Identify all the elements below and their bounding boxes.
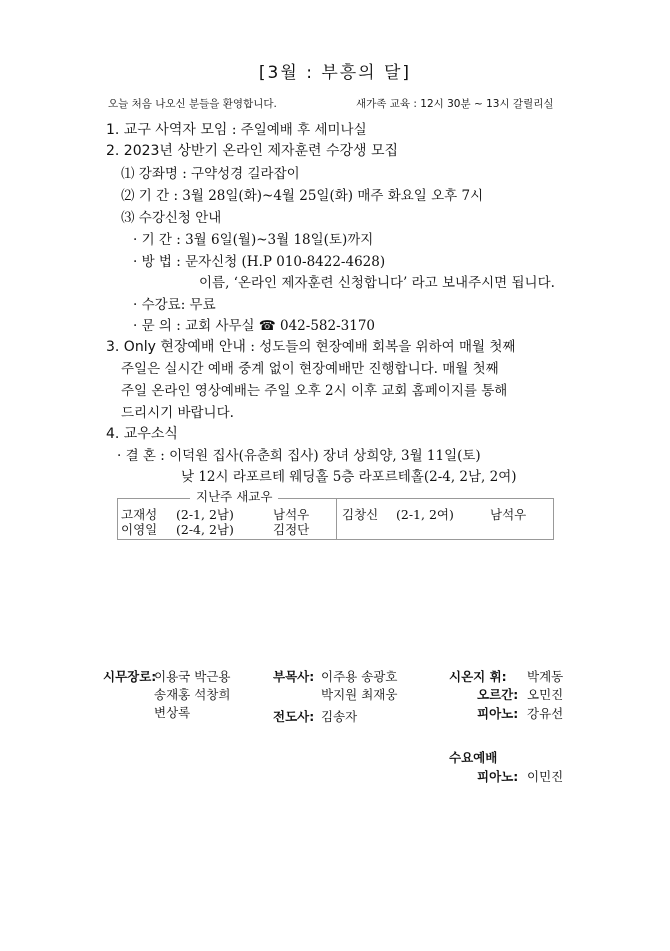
announcement-4-label: 4. 교우소식: [106, 426, 178, 442]
new-member-name: 김창신: [342, 507, 379, 522]
course-name: ⑴ 강좌명 : 구약성경 길라잡이: [121, 166, 300, 182]
new-member-info: (2-4, 2남): [176, 522, 234, 537]
choir-conductor-name: 박계동: [527, 669, 564, 684]
inquiry-phone: 042-582-3170: [275, 318, 376, 334]
new-members-divider: [336, 499, 337, 539]
announcement-3-line3: 주일 온라인 영상예배는 주일 오후 2시 이후 교회 홈페이지를 통해: [121, 383, 508, 399]
course-registration-heading: ⑶ 수강신청 안내: [121, 210, 222, 226]
registration-method: · 방 법 : 문자신청 (H.P 010-8422-4628): [133, 254, 386, 270]
phone-icon: ☎: [258, 318, 276, 334]
organist-name: 오민진: [527, 687, 564, 702]
inquiry-label: · 문 의 : 교회 사무실: [133, 318, 259, 334]
new-members-label: 지난주 새교우: [190, 487, 278, 505]
announcement-3-line4: 드리시기 바랍니다.: [121, 405, 234, 421]
welcome-text: 오늘 처음 나오신 분들을 환영합니다.: [108, 98, 277, 110]
pianist-label: 피아노:: [477, 706, 519, 721]
elders-line2: 송재홍 석창희: [154, 687, 231, 702]
associate-pastors-label: 부목사:: [273, 669, 315, 684]
elders-line1: 이용국 박근용: [154, 669, 231, 684]
associate-pastors-line1: 이주용 송광호: [321, 669, 398, 684]
course-period: ⑵ 기 간 : 3월 28일(화)~4월 25일(화) 매주 화요일 오후 7시: [121, 188, 484, 204]
new-member-name: 고재성: [121, 507, 158, 522]
wednesday-pianist-label: 피아노:: [477, 769, 519, 784]
announcement-1-text: : 주일예배 후 세미나실: [231, 122, 367, 138]
announcement-3-line2: 주일은 실시간 예배 중계 없이 현장예배만 진행합니다. 매월 첫째: [121, 361, 499, 377]
inquiry: [133, 314, 375, 334]
newfamily-education: 새가족 교육 : 12시 30분 ~ 13시 갈릴리실: [356, 98, 554, 110]
elders-line3: 변상록: [154, 705, 191, 720]
page-title: [3월 : 부흥의 달]: [258, 63, 412, 83]
evangelist-label: 전도사:: [273, 709, 315, 724]
new-member-info: (2-1, 2여): [396, 507, 454, 522]
announcement-2-label: 2. 2023년 상반기 온라인 제자훈련 수강생 모집: [106, 143, 399, 159]
new-member-name: 이영일: [121, 522, 158, 537]
registration-method-detail: 이름, ‘온라인 제자훈련 신청합니다’ 라고 보내주시면 됩니다.: [199, 275, 555, 291]
associate-pastors-line2: 박지원 최재웅: [321, 687, 398, 702]
wedding-news: · 결 혼 : 이덕원 집사(유춘희 집사) 장녀 상희양, 3월 11일(토): [117, 448, 481, 464]
registration-period: · 기 간 : 3월 6일(월)~3월 18일(토)까지: [133, 232, 374, 248]
announcement-1: [106, 118, 367, 139]
new-member-info: (2-1, 2남): [176, 507, 234, 522]
announcement-1-label: 1. 교구 사역자 모임: [106, 122, 228, 138]
new-member-guide: 김정단: [273, 522, 310, 537]
tuition: · 수강료: 무료: [133, 297, 216, 313]
evangelist-name: 김송자: [321, 709, 358, 724]
announcement-3: [106, 335, 515, 356]
new-member-guide: 남석우: [273, 507, 310, 522]
wedding-news-detail: 낮 12시 라포르테 웨딩홀 5층 라포르테홀(2-4, 2남, 2여): [181, 469, 517, 485]
new-member-guide: 남석우: [490, 507, 527, 522]
choir-conductor-label: 시온지 휘:: [449, 669, 507, 684]
elders-label: 시무장로:: [103, 669, 157, 684]
pianist-name: 강유선: [527, 706, 564, 721]
organist-label: 오르간:: [477, 687, 519, 702]
wednesday-service-label: 수요예배: [449, 750, 498, 765]
announcement-3-line1: : 성도들의 현장예배 회복을 위하여 매월 첫째: [250, 339, 516, 355]
announcement-3-label: 3. Only 현장예배 안내: [106, 339, 246, 355]
wednesday-pianist-name: 이민진: [527, 769, 564, 784]
